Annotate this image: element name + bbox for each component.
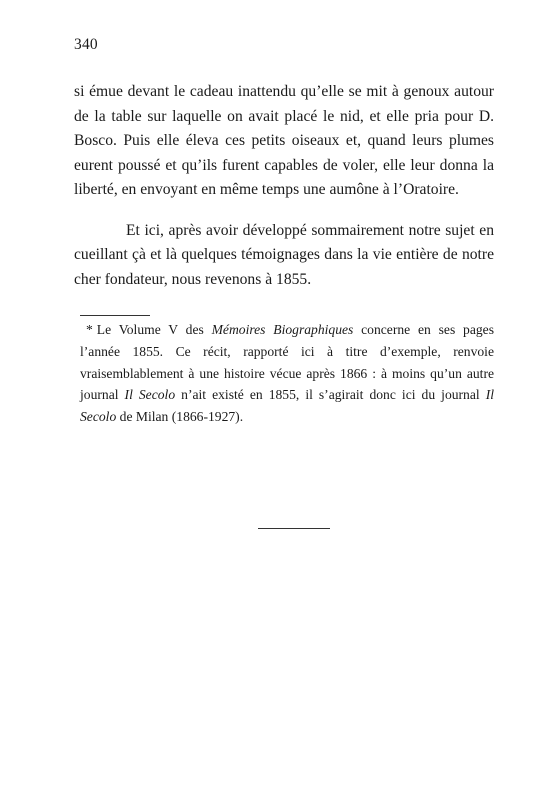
footnote-italic-title: Il Secolo bbox=[124, 387, 176, 403]
page-number: 340 bbox=[74, 36, 98, 53]
footnote-text: concerne en ses pages l’année 1855. Ce récit, rapporté ici à titre d’exemple, renvoie vraisemblablement à une histoire vécue après 1866 : à moins qu’un autre journal bbox=[80, 322, 494, 403]
footnote-text: n’ait existé en 1855, il s’agirait donc ici du journal bbox=[175, 387, 486, 403]
section-end-rule bbox=[258, 528, 330, 529]
main-text bbox=[74, 80, 494, 292]
footnote-text: de Milan (1866-1927). bbox=[116, 409, 244, 425]
footnote bbox=[80, 319, 494, 428]
footnote-separator bbox=[80, 315, 150, 316]
paragraph: Et ici, après avoir développé sommairement notre sujet en cueillant çà et là quelques témoignages dans la vie entière de notre cher fondateur, nous revenons à 1855. bbox=[74, 221, 494, 288]
footnote-italic-title: Mémoires Biographiques bbox=[211, 322, 354, 337]
footnote-marker: * bbox=[86, 322, 93, 337]
footnote-italic-title: Il Secolo bbox=[80, 387, 495, 425]
footnote-text: Le Volume V des bbox=[96, 322, 212, 337]
paragraph: si émue devant le cadeau inattendu qu’elle se mit à genoux autour de la table sur laquelle on avait placé le nid, et elle pria pour D. Bosco. Puis elle éleva ces petits oiseaux et, quand leurs plumes eurent poussé et qu’ils furent capables de voler, elle leur donna la liberté, en envoyant en même temps une aumône à l’Oratoire. bbox=[74, 83, 494, 198]
